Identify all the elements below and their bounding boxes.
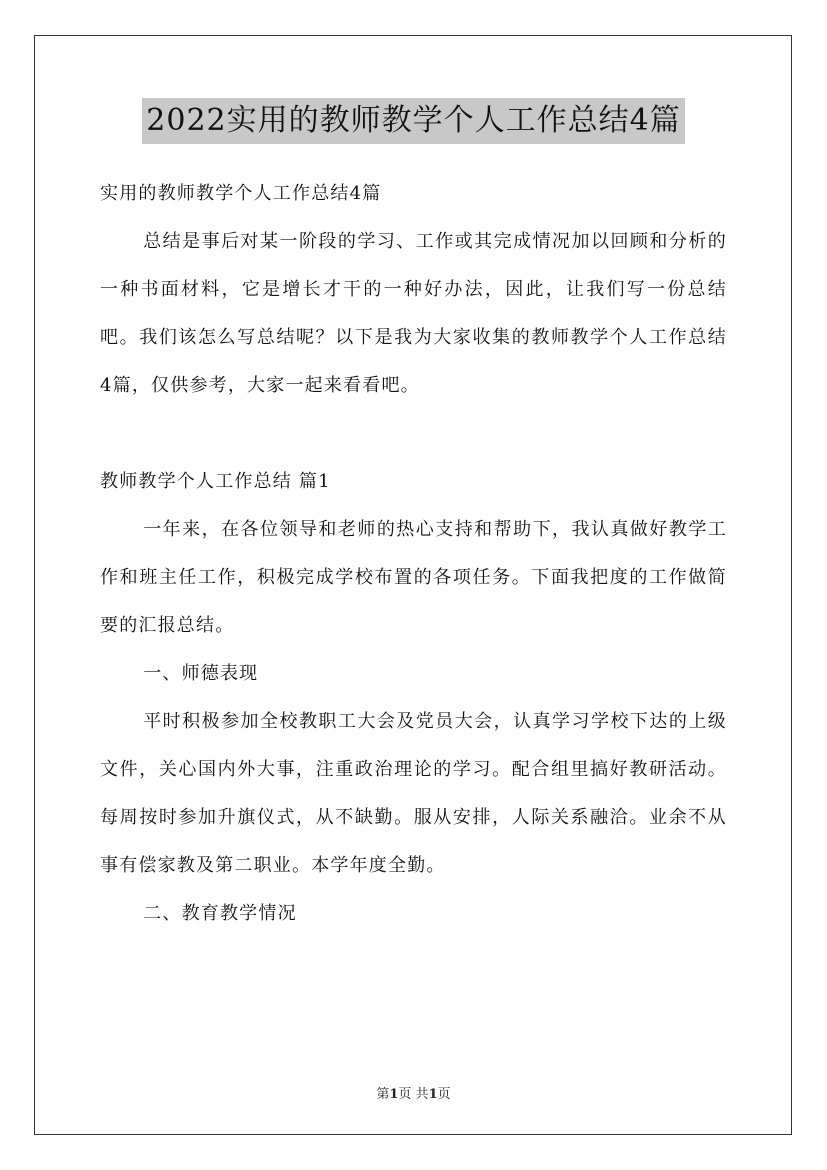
document-body xyxy=(100,170,727,938)
page-number-suffix: 页 xyxy=(437,1087,451,1102)
document-title-text: 2022实用的教师教学个人工作总结4篇 xyxy=(142,98,684,144)
subsection-heading-teaching: 二、教育教学情况 xyxy=(143,903,297,924)
section-heading: 教师教学个人工作总结 篇1 xyxy=(100,471,331,492)
document-title xyxy=(0,98,827,144)
intro-paragraph: 总结是事后对某一阶段的学习、工作或其完成情况加以回顾和分析的一种书面材料，它是增长才干的一种好办法，因此，让我们写一份总结吧。我们该怎么写总结呢？以下是我为大家收集的教师教学个人工作总结4篇，仅供参考，大家一起来看看吧。 xyxy=(100,231,727,396)
section-spacer xyxy=(100,410,727,458)
page-number-total: 1 xyxy=(428,1087,438,1102)
section-paragraph: 一年来，在各位领导和老师的热心支持和帮助下，我认真做好教学工作和班主任工作，积极完成学校布置的各项任务。下面我把度的工作做简要的汇报总结。 xyxy=(100,519,727,636)
document-subtitle: 实用的教师教学个人工作总结4篇 xyxy=(100,183,382,204)
page-number-middle: 页 共 xyxy=(398,1087,429,1102)
page-footer xyxy=(0,1083,827,1102)
page-number-current: 1 xyxy=(389,1087,399,1102)
subsection-heading-ethics: 一、师德表现 xyxy=(143,663,259,684)
subsection-paragraph-ethics: 平时积极参加全校教职工大会及党员大会，认真学习学校下达的上级文件，关心国内外大事，注重政治理论的学习。配合组里搞好教研活动。每周按时参加升旗仪式，从不缺勤。服从安排，人际关系融洽。业余不从事有偿家教及第二职业。本学年度全勤。 xyxy=(100,711,727,876)
page-number-prefix: 第 xyxy=(376,1087,390,1102)
